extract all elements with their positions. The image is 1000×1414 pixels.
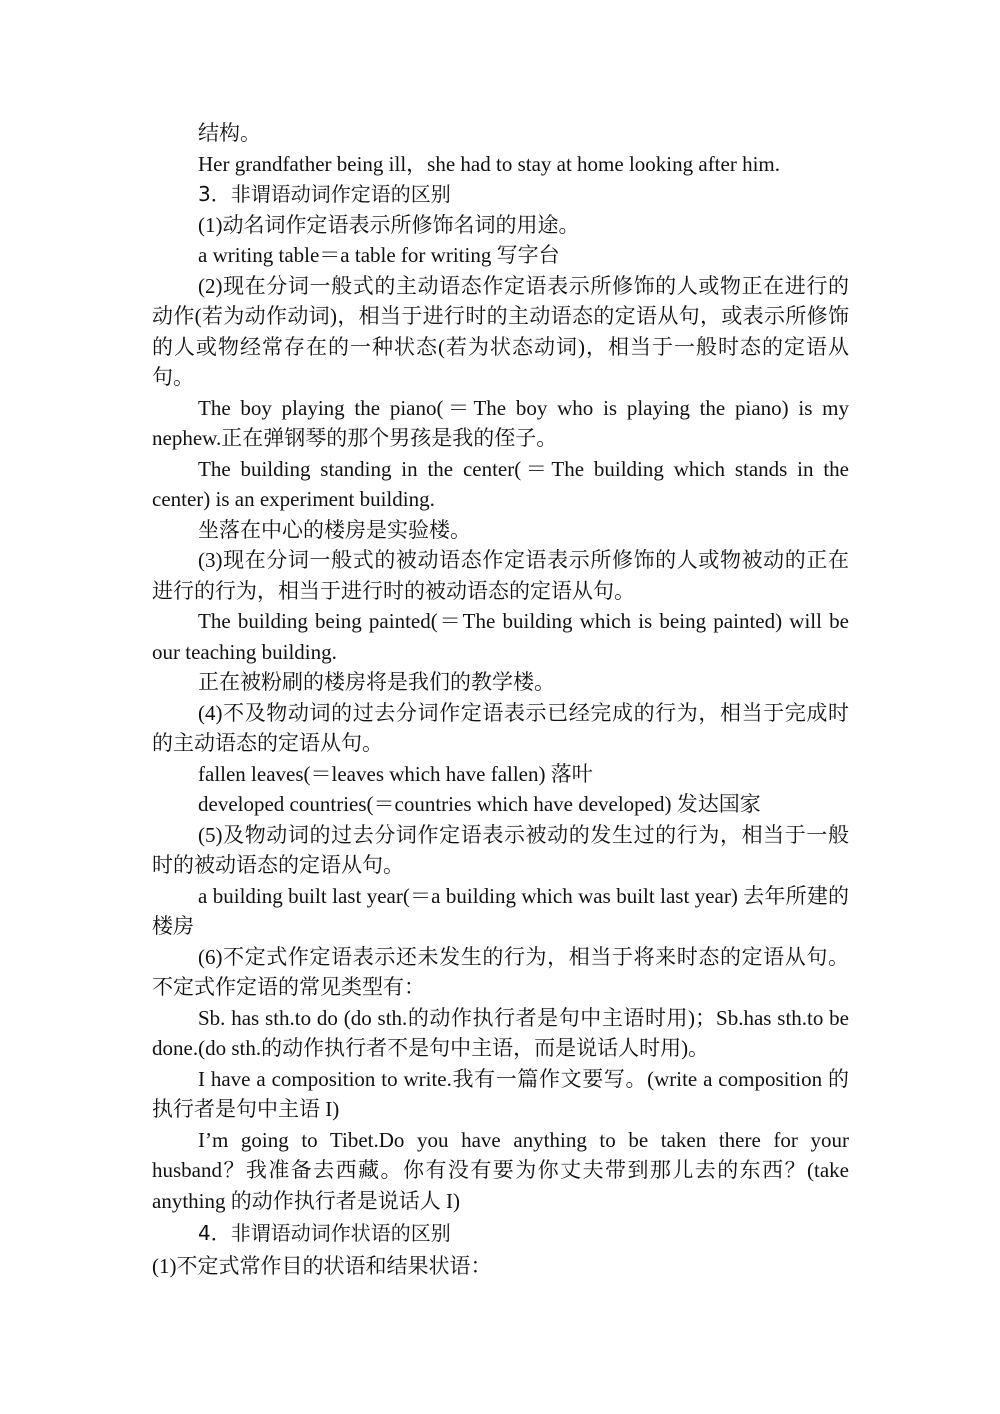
example-paragraph: I’m going to Tibet.Do you have anything to be taken there for your husband？我准备去西藏。你有没有要为你丈夫带到那儿去的东西？(take anything 的动作执行者是说话人 I) (152, 1127, 849, 1213)
text-line: (1)不定式常作目的状语和结果状语： (152, 1253, 492, 1278)
paragraph: (3)现在分词一般式的被动语态作定语表示所修饰的人或物被动的正在进行的行为，相当于进行时的被动语态的定语从句。 (152, 548, 849, 603)
text-line: (1)动名词作定语表示所修饰名词的用途。 (198, 212, 580, 237)
section-heading: 4．非谓语动词作状语的区别 (198, 1221, 451, 1245)
example-line: fallen leaves(＝leaves which have fallen) 落叶 (198, 761, 593, 786)
text-line: 结构。 (198, 121, 261, 145)
example-line: a writing table＝a table for writing 写字台 (198, 243, 560, 267)
text-line: Her grandfather being ill，she had to stay at home looking after him. (198, 151, 781, 176)
example-paragraph: a building built last year(＝a building which was built last year) 去年所建的楼房 (152, 883, 849, 938)
paragraph: (2)现在分词一般式的主动语态作定语表示所修饰的人或物正在进行的动作(若为动作动词)，相当于进行时的主动语态的定语从句，或表示所修饰的人或物经常存在的一种状态(若为状态动词)，相当于一般时态的定语从句。 (152, 273, 849, 389)
translation-line: 坐落在中心的楼房是实验楼。 (198, 517, 471, 542)
example-paragraph: The boy playing the piano(＝The boy who is playing the piano) is my nephew.正在弹钢琴的那个男孩是我的侄子。 (152, 395, 849, 450)
example-paragraph: The building standing in the center(＝The building which stands in the center) is an experiment building. (152, 456, 849, 511)
example-paragraph: The building being painted(＝The building which is being painted) will be our teaching building. (152, 609, 849, 664)
translation-line: 正在被粉刷的楼房将是我们的教学楼。 (198, 670, 555, 694)
example-paragraph: I have a composition to write.我有一篇作文要写。(write a composition 的执行者是句中主语 I) (152, 1066, 849, 1121)
paragraph: Sb. has sth.to do (do sth.的动作执行者是句中主语时用)；Sb.has sth.to be done.(do sth.的动作执行者不是句中主语，而是说话人时用)。 (152, 1005, 849, 1060)
example-line: developed countries(＝countries which have developed) 发达国家 (198, 792, 761, 816)
paragraph: (6)不定式作定语表示还未发生的行为，相当于将来时态的定语从句。不定式作定语的常见类型有： (152, 944, 849, 999)
paragraph: (4)不及物动词的过去分词作定语表示已经完成的行为，相当于完成时的主动语态的定语从句。 (152, 700, 849, 755)
document-page (152, 118, 849, 1281)
paragraph: (5)及物动词的过去分词作定语表示被动的发生过的行为，相当于一般时的被动语态的定语从句。 (152, 822, 849, 877)
section-heading: 3．非谓语动词作定语的区别 (198, 182, 451, 206)
